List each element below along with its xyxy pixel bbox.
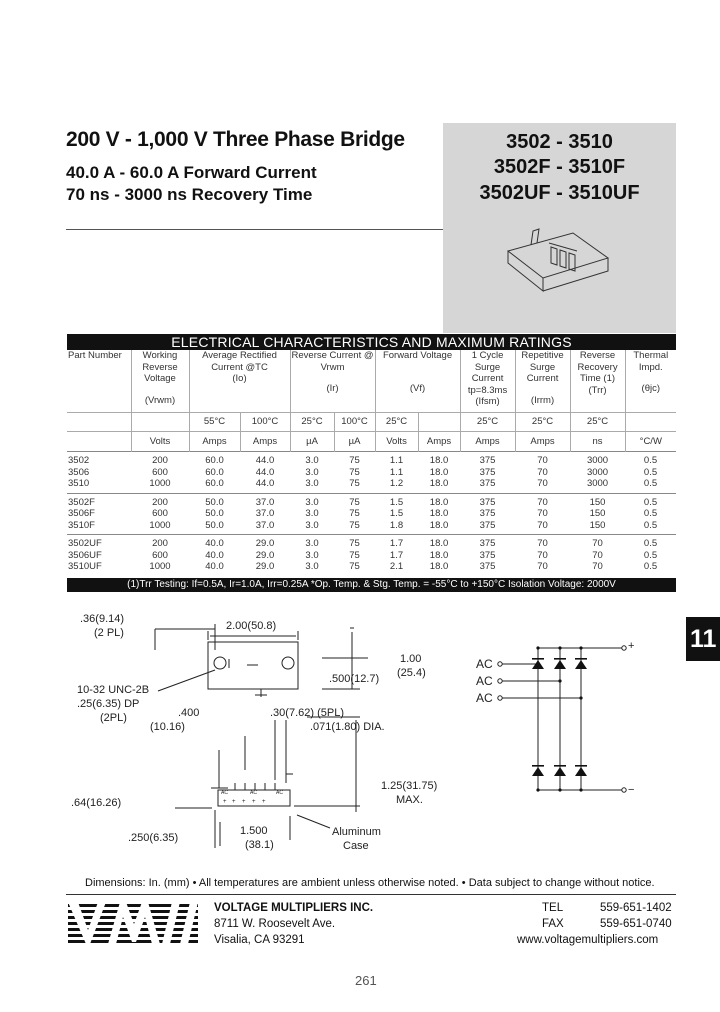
table-cell: 150 <box>589 508 606 519</box>
part-range-fast: 3502F - 3510F <box>493 156 626 178</box>
table-cell: 44.0 <box>255 478 275 489</box>
table-cell: 600 <box>152 508 168 519</box>
table-row <box>67 508 676 520</box>
dim-pin-spacing: .30(7.62) (5PL) <box>270 707 344 719</box>
pin-label-ac3: AC <box>276 790 283 796</box>
col-ifsm: 1 Cycle Surge Current tp=8.3ms (Ifsm) <box>460 350 515 413</box>
svg-text:+: + <box>242 799 246 805</box>
table-cell: 3.0 <box>305 519 319 531</box>
table-row <box>67 493 676 508</box>
table-cell: 150 <box>589 519 606 531</box>
table-cell: 375 <box>479 466 496 478</box>
table-cell: 3.0 <box>305 561 319 572</box>
ac-input-1: AC <box>476 657 493 671</box>
table-cell: 70 <box>537 478 548 489</box>
table-row <box>67 520 676 535</box>
table-row <box>67 478 676 493</box>
table-row <box>67 452 676 467</box>
table-cell: 37.0 <box>255 519 275 531</box>
col-irrm: Repetitive Surge Current (Irrm) <box>515 350 570 413</box>
table-row <box>67 561 676 576</box>
table-cell: 1000 <box>149 561 171 572</box>
table-cell: 70 <box>537 508 548 519</box>
table-cell: 75 <box>349 508 360 519</box>
table-cell: 44.0 <box>240 452 290 467</box>
bridge-schematic <box>496 640 636 800</box>
dim-thread-depth: .25(6.35) DP <box>77 698 140 710</box>
ac-input-3: AC <box>476 691 493 705</box>
table-cell: 0.5 <box>643 549 658 561</box>
part-number-cell: 3502UF <box>67 535 131 550</box>
table-cell: 0.5 <box>643 466 658 478</box>
svg-text:+: + <box>252 799 256 805</box>
table-cell: 1.7 <box>375 535 418 550</box>
table-cell: 75 <box>349 549 360 561</box>
fax-label: FAX <box>542 918 564 930</box>
table-cell: 18.0 <box>429 519 449 531</box>
table-cell: 3.0 <box>290 452 334 467</box>
dc-negative-label: − <box>628 784 635 796</box>
table-cell: 75 <box>334 493 375 508</box>
table-cell: 50.0 <box>205 519 224 531</box>
pin-label-ac2: AC <box>250 790 257 796</box>
table-cell: 75 <box>334 535 375 550</box>
col-vrwm: Working Reverse Voltage (Vrwm) <box>131 350 189 413</box>
table-cell: 40.0 <box>189 535 240 550</box>
dim-terminal-span: 1.500 <box>240 825 268 837</box>
part-number-cell: 3510F <box>68 519 95 531</box>
dim-max-height: 1.25(31.75) <box>381 780 438 792</box>
table-cell: 18.0 <box>429 508 449 519</box>
table-cell: 70 <box>570 535 625 550</box>
table-cell: 3000 <box>586 478 609 489</box>
table-cell: 1.1 <box>389 466 404 478</box>
table-cell: 0.5 <box>625 535 676 550</box>
table-cell: 3.0 <box>290 535 334 550</box>
dimensions-notice: Dimensions: In. (mm) • All temperatures are ambient unless otherwise noted. • Data subject to change without notice. <box>85 877 655 889</box>
case-label: Case <box>343 840 369 852</box>
table-cell: 375 <box>479 561 496 572</box>
fax-number: 559-651-0740 <box>600 918 672 930</box>
table-cell: 75 <box>349 478 360 489</box>
table-cell: 0.5 <box>625 493 676 508</box>
table-cell: 0.5 <box>643 561 658 572</box>
table-cell: 375 <box>460 452 515 467</box>
table-row <box>67 467 676 479</box>
table-cell: 600 <box>152 549 168 561</box>
table-cell: 44.0 <box>255 466 275 478</box>
table-cell: 1.7 <box>389 549 404 561</box>
table-cell: 18.0 <box>429 466 449 478</box>
ratings-table <box>67 350 676 576</box>
subtitle-recovery: 70 ns - 3000 ns Recovery Time <box>66 185 313 204</box>
table-cell: 18.0 <box>429 561 449 572</box>
case-material: Aluminum <box>332 826 381 838</box>
table-cell: 150 <box>570 493 625 508</box>
col-vf: Forward Voltage (Vf) <box>375 350 460 413</box>
table-row <box>67 535 676 550</box>
header-divider <box>66 229 444 230</box>
table-cell: 1.5 <box>375 493 418 508</box>
table-cell: 75 <box>334 452 375 467</box>
test-conditions-note: (1)Trr Testing: If=0.5A, Ir=1.0A, Irr=0.25A *Op. Temp. & Stg. Temp. = -55°C to +150°C Isolation Voltage: 2000V <box>67 578 676 592</box>
table-cell: 2.1 <box>389 561 404 572</box>
table-cell: 75 <box>349 519 360 531</box>
table-cell: 70 <box>592 561 603 572</box>
ac-input-2: AC <box>476 674 493 688</box>
table-cell: 0.5 <box>643 519 658 531</box>
package-illustration <box>503 223 613 298</box>
dim-width: 1.00 <box>400 653 422 665</box>
table-cell: 375 <box>479 478 496 489</box>
table-cell: 70 <box>537 519 548 531</box>
part-number-cell: 3510 <box>68 478 90 489</box>
col-trr: Reverse Recovery Time (1) (Trr) <box>570 350 625 413</box>
table-unit-row: Volts Amps Amps µA µA Volts Amps Amps Amps ns °C/W <box>67 432 676 452</box>
table-cell: 375 <box>460 535 515 550</box>
table-cell: 29.0 <box>255 549 275 561</box>
dc-positive-label: + <box>628 640 635 652</box>
dim-terminal-span-mm: (38.1) <box>245 839 274 851</box>
page-title: 200 V - 1,000 V Three Phase Bridge <box>66 128 405 151</box>
table-cell: 375 <box>460 493 515 508</box>
table-cell: 18.0 <box>418 493 460 508</box>
table-cell: 60.0 <box>205 466 224 478</box>
part-number-cell: 3506 <box>68 466 90 478</box>
table-cell: 18.0 <box>418 535 460 550</box>
dim-length: 2.00(50.8) <box>226 620 277 632</box>
table-cell: 3.0 <box>305 466 319 478</box>
dim-width-mm: (25.4) <box>397 667 426 679</box>
subtitle-current: 40.0 A - 60.0 A Forward Current <box>66 163 317 182</box>
table-cell: 18.0 <box>429 549 449 561</box>
table-cell: 70 <box>537 561 548 572</box>
part-number-cell: 3506F <box>68 508 95 519</box>
table-cell: 3000 <box>586 466 609 478</box>
table-cell: 70 <box>515 452 570 467</box>
footer-divider <box>66 894 676 895</box>
dim-mount-hole-qty: (2 PL) <box>94 627 124 639</box>
table-cell: 70 <box>515 535 570 550</box>
table-cell: 37.0 <box>255 508 275 519</box>
table-cell: 0.5 <box>643 508 658 519</box>
dim-pin-diameter: .071(1.80) DIA. <box>310 721 385 733</box>
table-cell: 1.5 <box>389 508 404 519</box>
table-row <box>67 550 676 562</box>
part-number-cell: 3510UF <box>68 561 102 572</box>
company-address-city: Visalia, CA 93291 <box>214 934 305 946</box>
pin-label-ac1: AC <box>221 790 228 796</box>
company-name: VOLTAGE MULTIPLIERS INC. <box>214 902 374 914</box>
page-number: 261 <box>355 973 377 988</box>
table-cell: 0.5 <box>625 452 676 467</box>
dim-thread-qty: (2PL) <box>100 712 127 724</box>
table-cell: 1000 <box>149 478 171 489</box>
table-cell: 3000 <box>570 452 625 467</box>
table-cell: 29.0 <box>240 535 290 550</box>
table-cell: 3.0 <box>305 508 319 519</box>
table-cell: 0.5 <box>643 478 658 489</box>
tel-label: TEL <box>542 902 564 914</box>
col-io: Average Rectified Current @TC (Io) <box>189 350 290 413</box>
table-cell: 40.0 <box>205 561 224 572</box>
table-cell: 70 <box>592 549 603 561</box>
table-temp-row: 55°C 100°C 25°C 100°C 25°C 25°C 25°C 25°C <box>67 413 676 432</box>
part-number-cell: 3502 <box>67 452 131 467</box>
dim-terminal-height-mm: (10.16) <box>150 721 185 733</box>
tel-number: 559-651-1402 <box>600 902 672 914</box>
table-cell: 3.0 <box>290 493 334 508</box>
dim-terminal-height: .400 <box>178 707 200 719</box>
table-cell: 18.0 <box>429 478 449 489</box>
dim-edge-offset: .250(6.35) <box>128 832 179 844</box>
dim-thread: 10-32 UNC-2B <box>77 684 150 696</box>
table-cell: 18.0 <box>418 452 460 467</box>
table-cell: 40.0 <box>205 549 224 561</box>
table-cell: 3.0 <box>305 478 319 489</box>
part-number-cell: 3506UF <box>68 549 102 561</box>
table-cell: 1.1 <box>375 452 418 467</box>
table-cell: 50.0 <box>205 508 224 519</box>
table-cell: 375 <box>479 549 496 561</box>
table-cell: 29.0 <box>255 561 275 572</box>
vmi-logo <box>68 902 198 944</box>
table-cell: 1000 <box>149 519 171 531</box>
table-cell: 70 <box>537 466 548 478</box>
table-cell: 1.2 <box>389 478 404 489</box>
table-cell: 70 <box>515 493 570 508</box>
part-range-ultrafast: 3502UF - 3510UF <box>479 182 640 204</box>
dim-mount-hole: .36(9.14) <box>80 613 125 625</box>
svg-text:+: + <box>262 799 266 805</box>
table-cell: 375 <box>479 508 496 519</box>
table-cell: 60.0 <box>205 478 224 489</box>
table-cell: 1.8 <box>389 519 404 531</box>
svg-text:+: + <box>223 799 227 805</box>
svg-text:+: + <box>232 799 236 805</box>
table-cell: 37.0 <box>240 493 290 508</box>
table-cell: 70 <box>537 549 548 561</box>
dim-body-height: .64(16.26) <box>71 797 122 809</box>
company-address-street: 8711 W. Roosevelt Ave. <box>214 918 336 930</box>
table-cell: 75 <box>349 466 360 478</box>
dim-half-width: .500(12.7) <box>329 673 380 685</box>
table-cell: 375 <box>479 519 496 531</box>
table-cell: 200 <box>131 452 189 467</box>
table-cell: 50.0 <box>189 493 240 508</box>
part-number-box <box>443 123 676 333</box>
table-cell: 60.0 <box>189 452 240 467</box>
table-cell: 75 <box>349 561 360 572</box>
website-link[interactable]: www.voltagemultipliers.com <box>517 934 659 946</box>
col-thermal: Thermal Impd. (θjc) <box>633 350 669 394</box>
part-range-standard: 3502 - 3510 <box>506 131 613 153</box>
col-part-number: Part Number <box>67 350 131 413</box>
table-cell: 3.0 <box>305 549 319 561</box>
dim-max-label: MAX. <box>396 794 423 806</box>
part-number-cell: 3502F <box>67 493 131 508</box>
table-cell: 200 <box>131 535 189 550</box>
table-cell: 600 <box>152 466 168 478</box>
table-header-row <box>67 350 676 413</box>
col-ir: Reverse Current @ Vrwm (Ir) <box>290 350 375 413</box>
section-tab: 11 <box>686 617 720 661</box>
table-cell: 200 <box>131 493 189 508</box>
table-title: ELECTRICAL CHARACTERISTICS AND MAXIMUM RATINGS <box>67 334 676 350</box>
